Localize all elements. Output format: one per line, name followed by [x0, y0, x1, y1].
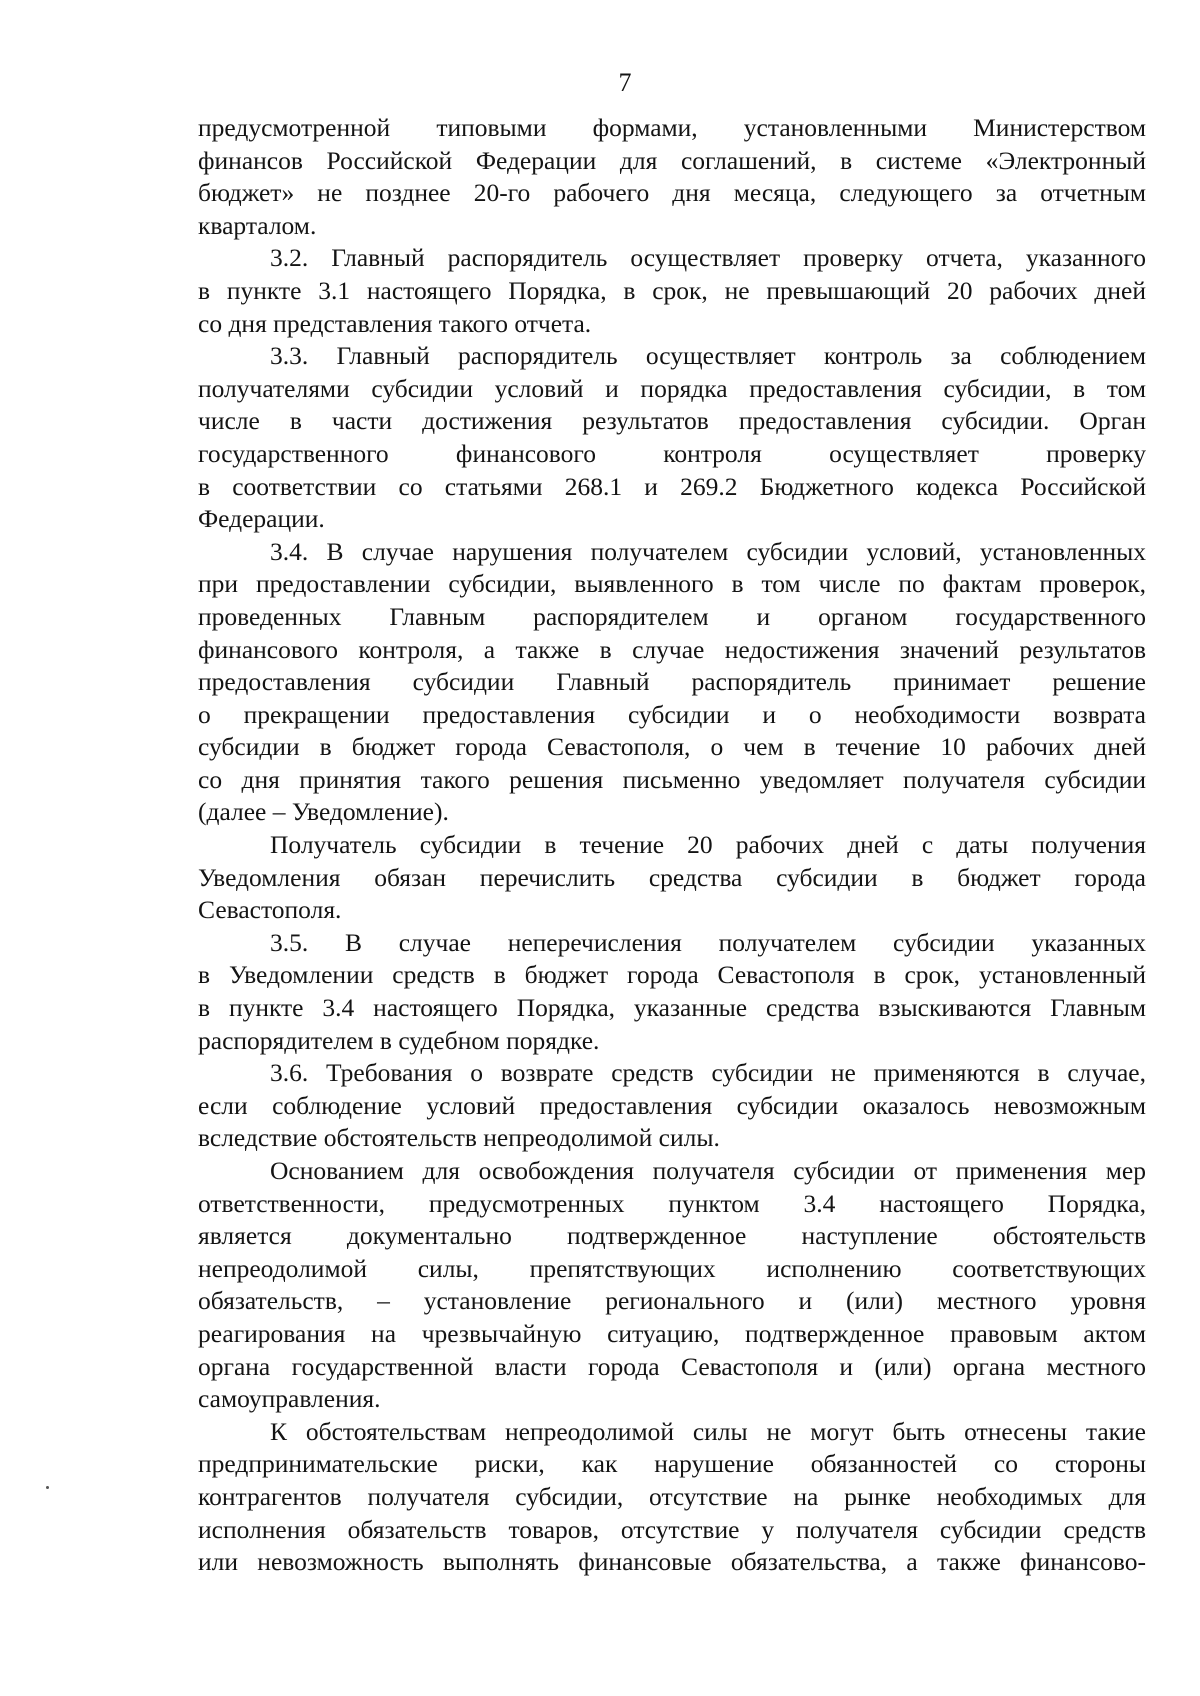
text-line: непреодолимой силы, препятствующих исполнению соответствующих: [198, 1253, 1146, 1283]
text-line: предпринимательские риски, как нарушение обязанностей со стороны: [198, 1449, 1146, 1479]
text-line: Уведомления обязан перечислить средства субсидии в бюджет города: [198, 862, 1146, 892]
text-line: со дня представления такого отчета.: [198, 308, 592, 338]
text-line: ответственности, предусмотренных пунктом 3.4 настоящего Порядка,: [198, 1188, 1146, 1218]
text-line: при предоставлении субсидии, выявленного в том числе по фактам проверок,: [198, 569, 1146, 599]
text-line: в пункте 3.1 настоящего Порядка, в срок, не превышающий 20 рабочих дней: [198, 275, 1146, 305]
paragraph: [198, 112, 1146, 242]
text-line: в соответствии со статьями 268.1 и 269.2 Бюджетного кодекса Российской: [198, 471, 1146, 501]
text-line: является документально подтвержденное наступление обстоятельств: [198, 1221, 1146, 1251]
paragraph: [198, 829, 1146, 927]
text-line: (далее – Уведомление).: [198, 797, 449, 827]
text-line: со дня принятия такого решения письменно уведомляет получателя субсидии: [198, 764, 1146, 794]
text-line: Федерации.: [198, 504, 325, 534]
paragraph: [198, 1416, 1146, 1579]
text-line: финансового контроля, а также в случае недостижения значений результатов: [198, 634, 1146, 664]
text-line: самоуправления.: [198, 1384, 381, 1414]
text-line: 3.5. В случае неперечисления получателем субсидии указанных: [270, 927, 1146, 957]
paragraph: [198, 242, 1146, 340]
text-line: предоставления субсидии Главный распорядитель принимает решение: [198, 667, 1146, 697]
text-line: предусмотренной типовыми формами, установленными Министерством: [198, 113, 1146, 142]
text-line: 3.4. В случае нарушения получателем субсидии условий, установленных: [270, 536, 1146, 566]
text-line: исполнения обязательств товаров, отсутствие у получателя субсидии средств: [198, 1514, 1146, 1544]
text-line: органа государственной власти города Севастополя и (или) органа местного: [198, 1351, 1146, 1381]
text-line: 3.6. Требования о возврате средств субсидии не применяются в случае,: [270, 1058, 1146, 1088]
text-line: бюджет» не позднее 20-го рабочего дня месяца, следующего за отчетным: [198, 178, 1146, 208]
paragraph: [198, 536, 1146, 829]
text-line: если соблюдение условий предоставления субсидии оказалось невозможным: [198, 1090, 1146, 1120]
text-line: реагирования на чрезвычайную ситуацию, подтвержденное правовым актом: [198, 1318, 1146, 1348]
text-line: или невозможность выполнять финансовые обязательства, а также финансово-: [198, 1547, 1146, 1577]
text-line: распорядителем в судебном порядке.: [198, 1025, 600, 1055]
text-line: проведенных Главным распорядителем и органом государственного: [198, 601, 1146, 631]
text-line: в Уведомлении средств в бюджет города Севастополя в срок, установленный: [198, 960, 1146, 990]
paragraph: [198, 1057, 1146, 1155]
text-line: получателями субсидии условий и порядка предоставления субсидии, в том: [198, 373, 1146, 403]
page-number: 7: [618, 68, 632, 97]
text-line: 3.2. Главный распорядитель осуществляет проверку отчета, указанного: [270, 243, 1146, 273]
paragraph: [198, 1155, 1146, 1416]
scan-speck: [46, 1486, 49, 1489]
text-line: о прекращении предоставления субсидии и о необходимости возврата: [198, 699, 1146, 729]
text-line: в пункте 3.4 настоящего Порядка, указанные средства взыскиваются Главным: [198, 993, 1146, 1023]
paragraph: [198, 927, 1146, 1057]
text-line: числе в части достижения результатов предоставления субсидии. Орган: [198, 406, 1146, 436]
text-line: Получатель субсидии в течение 20 рабочих дней с даты получения: [270, 830, 1146, 860]
text-line: финансов Российской Федерации для соглашений, в системе «Электронный: [198, 145, 1146, 175]
text-line: К обстоятельствам непреодолимой силы не могут быть отнесены такие: [270, 1416, 1146, 1446]
text-line: субсидии в бюджет города Севастополя, о чем в течение 10 рабочих дней: [198, 732, 1146, 762]
text-line: кварталом.: [198, 210, 317, 240]
text-line: 3.3. Главный распорядитель осуществляет контроль за соблюдением: [270, 341, 1146, 371]
text-line: Основанием для освобождения получателя субсидии от применения мер: [270, 1156, 1146, 1185]
document-body: [198, 112, 1146, 1579]
text-line: государственного финансового контроля осуществляет проверку: [198, 438, 1146, 468]
text-line: Севастополя.: [198, 895, 342, 925]
text-line: вследствие обстоятельств непреодолимой силы.: [198, 1123, 720, 1153]
text-line: контрагентов получателя субсидии, отсутствие на рынке необходимых для: [198, 1481, 1146, 1511]
text-line: обязательств, – установление регионального и (или) местного уровня: [198, 1286, 1146, 1316]
paragraph: [198, 340, 1146, 536]
